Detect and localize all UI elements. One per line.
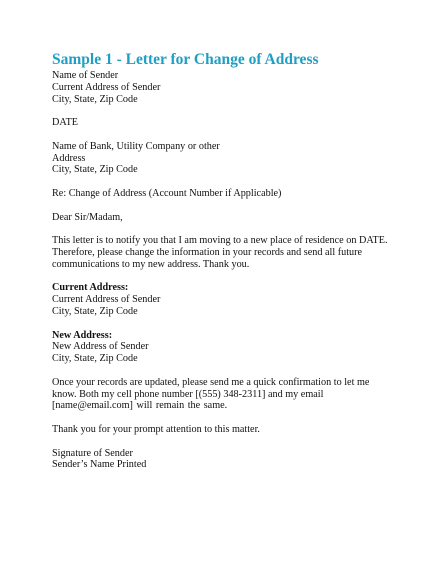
body-line: Therefore, please change the information in your records and send all future <box>52 246 363 258</box>
signature-line: Signature of Sender <box>52 447 133 459</box>
sender-block <box>52 70 412 105</box>
letter-document <box>52 50 412 471</box>
body-line: Once your records are updated, please send me a quick confirmation to let me <box>52 376 370 388</box>
letter-title: Sample 1 - Letter for Change of Address <box>52 51 319 68</box>
body-line: [name@email.com] will remain the same. <box>52 400 228 412</box>
new-address-line: New Address of Sender <box>52 341 149 353</box>
recipient-address: Address <box>52 152 86 164</box>
subject-line: Re: Change of Address (Account Number if Applicable) <box>52 187 282 199</box>
sender-name: Name of Sender <box>52 70 119 81</box>
printed-name-line: Sender’s Name Printed <box>52 459 147 471</box>
body-paragraph-2 <box>52 377 412 412</box>
new-address-heading: New Address: <box>52 329 113 341</box>
current-address-line: Current Address of Sender <box>52 294 161 306</box>
closing-thanks: Thank you for your prompt attention to this matter. <box>52 423 260 435</box>
recipient-block <box>52 141 412 176</box>
current-address-city: City, State, Zip Code <box>52 305 138 317</box>
sender-address: Current Address of Sender <box>52 81 161 93</box>
body-line: know. Both my cell phone number [(555) 348-2311] and my email <box>52 388 324 400</box>
current-address-block <box>52 282 412 317</box>
new-address-city: City, State, Zip Code <box>52 353 138 365</box>
letter-date: DATE <box>52 117 79 129</box>
body-line: communications to my new address. Thank you. <box>52 258 250 270</box>
recipient-name: Name of Bank, Utility Company or other <box>52 140 220 152</box>
recipient-city: City, State, Zip Code <box>52 164 138 176</box>
sender-city: City, State, Zip Code <box>52 93 138 105</box>
signature-block <box>52 448 412 472</box>
body-line: This letter is to notify you that I am moving to a new place of residence on DATE. <box>52 235 388 247</box>
current-address-heading: Current Address: <box>52 282 129 294</box>
salutation: Dear Sir/Madam, <box>52 211 123 223</box>
body-paragraph-1 <box>52 235 412 270</box>
new-address-block <box>52 330 412 365</box>
